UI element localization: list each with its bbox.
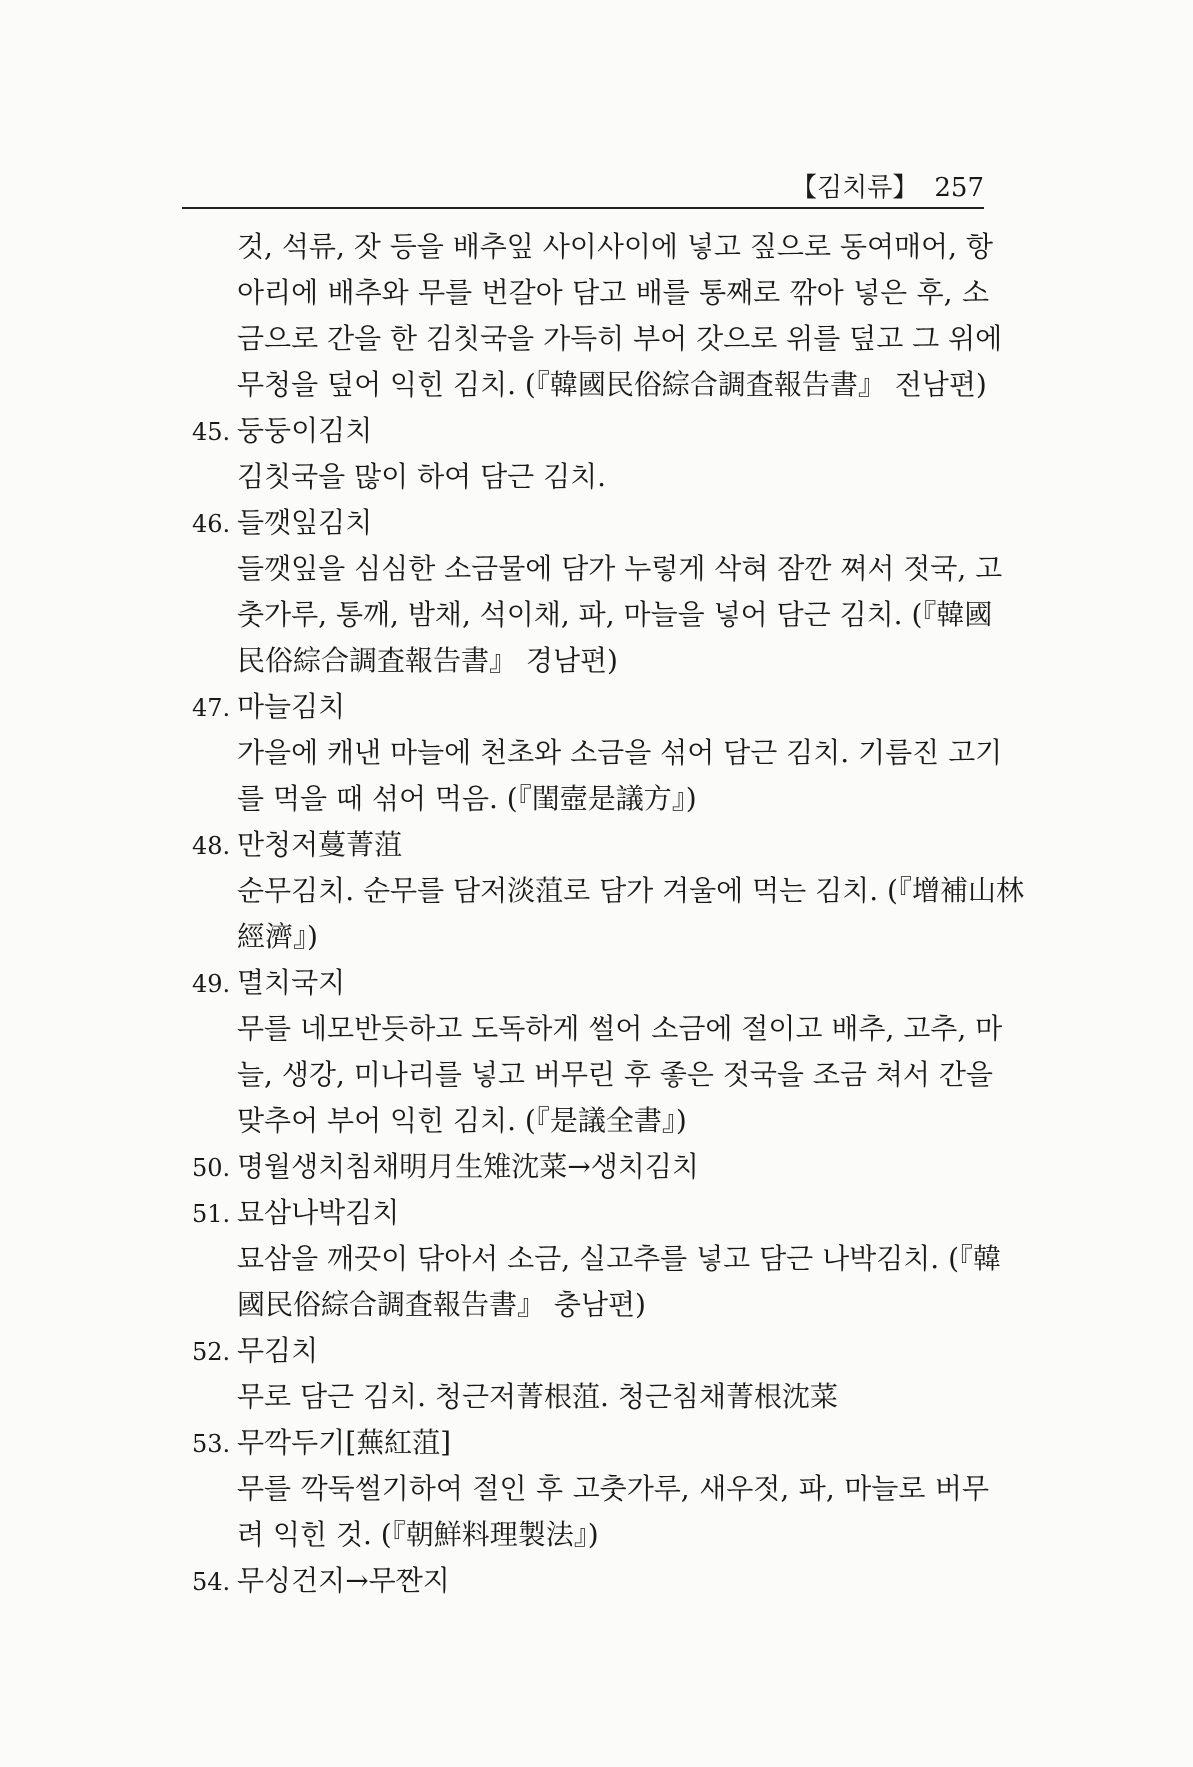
entry-title	[192, 500, 992, 546]
entry-title	[192, 1328, 992, 1374]
body-line: 를 먹을 때 섞어 먹음. (『閨壼是議方』)	[237, 782, 697, 815]
section-label: 【김치류】	[791, 173, 919, 203]
body-line: 순무김치. 순무를 담저淡菹로 담가 겨울에 먹는 김치. (『增補山林	[237, 874, 1024, 907]
entry-51	[192, 1190, 1002, 1328]
body-line: 김칫국을 많이 하여 담근 김치.	[237, 460, 607, 493]
body-line: 아리에 배추와 무를 번갈아 담고 배를 통째로 깎아 넣은 후, 소	[237, 276, 989, 309]
page-content	[192, 224, 1024, 1604]
entry-53	[192, 1420, 992, 1558]
entry-headword: 무싱건지→무짠지	[237, 1564, 450, 1597]
body-line: 무를 네모반듯하고 도독하게 썰어 소금에 절이고 배추, 고추, 마	[237, 1012, 1003, 1045]
header-rule	[182, 207, 984, 209]
body-line: 려 익힌 것. (『朝鮮料理製法』)	[237, 1518, 599, 1551]
entry-title	[192, 822, 992, 868]
entry-title	[192, 960, 992, 1006]
body-line: 묘삼을 깨끗이 닦아서 소금, 실고추를 넣고 담근 나박김치. (『韓	[237, 1242, 1002, 1275]
entry-headword: 만청저蔓菁菹	[237, 828, 403, 861]
entry-headword: 명월생치침채明月生雉沈菜→생치김치	[237, 1150, 699, 1183]
body-line: 금으로 간을 한 김칫국을 가득히 부어 갓으로 위를 덮고 그 위에	[237, 322, 1003, 355]
entry-title	[192, 1420, 992, 1466]
entry-number: 47.	[192, 694, 231, 722]
entry-headword: 무깍두기[蕪紅菹]	[237, 1426, 452, 1459]
entry-title	[192, 684, 992, 730]
entry-number: 50.	[192, 1154, 231, 1182]
entry-title	[192, 1558, 992, 1604]
body-line: 經濟』)	[237, 920, 318, 953]
body-line: 것, 석류, 잣 등을 배추잎 사이사이에 넣고 짚으로 동여매어, 항	[237, 230, 993, 263]
entry-title	[192, 1190, 992, 1236]
entry-headword: 마늘김치	[237, 690, 346, 723]
page-number: 257	[934, 173, 984, 203]
entry-number: 53.	[192, 1430, 231, 1458]
entry-number: 54.	[192, 1568, 231, 1596]
entry-47	[192, 684, 1003, 822]
body-line: 들깻잎을 심심한 소금물에 담가 누렇게 삭혀 잠깐 쪄서 젓국, 고	[237, 552, 1003, 585]
body-line: 民俗綜合調査報告書』 경남편)	[237, 644, 618, 677]
entry-number: 48.	[192, 832, 231, 860]
body-line: 무청을 덮어 익힌 김치. (『韓國民俗綜合調査報告書』 전남편)	[237, 368, 987, 401]
entry-number: 49.	[192, 970, 231, 998]
entry-headword: 묘삼나박김치	[237, 1196, 400, 1229]
entry-50	[192, 1144, 992, 1190]
running-header	[182, 170, 984, 206]
intro-paragraph	[192, 224, 1003, 408]
entry-46	[192, 500, 1003, 684]
body-line: 늘, 생강, 미나리를 넣고 버무린 후 좋은 젓국을 조금 쳐서 간을	[237, 1058, 993, 1091]
body-line: 무로 담근 김치. 청근저菁根菹. 청근침채菁根沈菜	[237, 1380, 839, 1413]
entry-54	[192, 1558, 992, 1604]
body-line: 國民俗綜合調査報告書』 충남편)	[237, 1288, 646, 1321]
entry-48	[192, 822, 1024, 960]
entry-number: 46.	[192, 510, 231, 538]
entry-headword: 들깻잎김치	[237, 506, 373, 539]
entry-45	[192, 408, 992, 500]
header-text	[791, 170, 984, 206]
entry-headword: 둥둥이김치	[237, 414, 373, 447]
entry-52	[192, 1328, 992, 1420]
entry-headword: 멸치국지	[237, 966, 346, 999]
body-line: 맞추어 부어 익힌 김치. (『是議全書』)	[237, 1104, 687, 1137]
entry-49	[192, 960, 1003, 1144]
body-line: 무를 깍둑썰기하여 절인 후 고춧가루, 새우젓, 파, 마늘로 버무	[237, 1472, 989, 1505]
entry-title	[192, 408, 992, 454]
entry-number: 51.	[192, 1200, 231, 1228]
entry-number: 52.	[192, 1338, 231, 1366]
body-line: 춧가루, 통깨, 밤채, 석이채, 파, 마늘을 넣어 담근 김치. (『韓國	[237, 598, 993, 631]
entry-title	[192, 1144, 992, 1190]
entry-number: 45.	[192, 418, 231, 446]
entry-headword: 무김치	[237, 1334, 319, 1367]
body-line: 가을에 캐낸 마늘에 천초와 소금을 섞어 담근 김치. 기름진 고기	[237, 736, 1003, 769]
